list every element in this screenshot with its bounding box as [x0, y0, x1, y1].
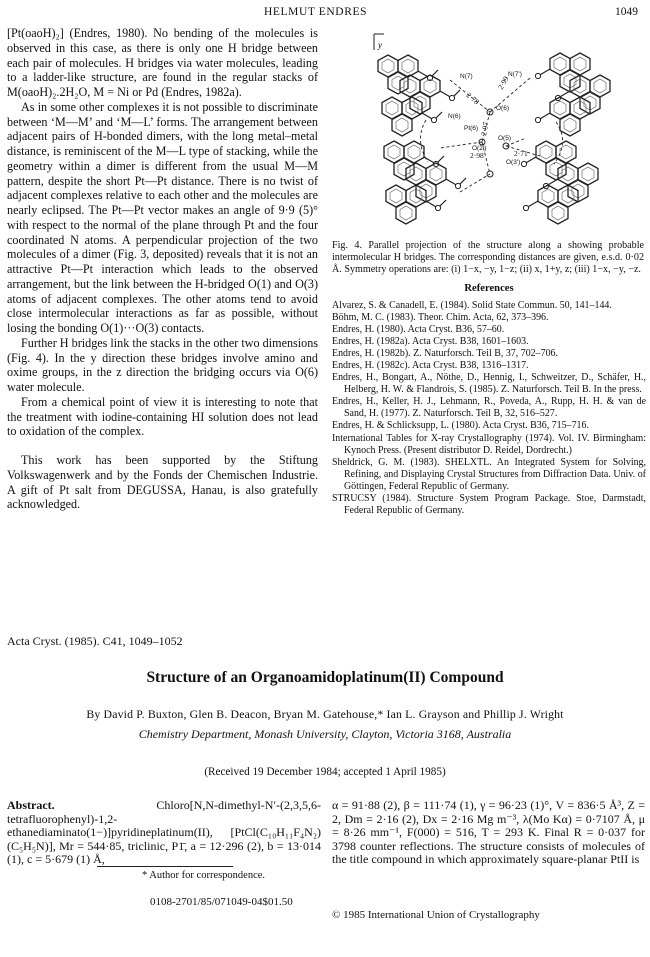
reference-list	[332, 300, 646, 517]
atom-label: O(2')	[472, 145, 487, 152]
reference-item: Endres, H. (1982c). Acta Cryst. B38, 1316–1317.	[332, 360, 529, 372]
copyright: © 1985 International Union of Crystallography	[332, 909, 540, 921]
axis-y-label: y	[378, 40, 382, 50]
figure-caption: Fig. 4. Parallel projection of the structure along a showing probable intermolecular H bridges. The corresponding distances are given, e.s.d. 0·02 Å. Symmetry operations are: (i) 1−x, −y, 1−z; (ii) x, 1+y, z; (iii) 1−x, −y, −z.	[332, 240, 644, 276]
abstract-text-left: Chloro[N,N-dimethyl-N′-(2,3,5,6-tetrafluorophenyl)-1,2-ethanediaminato(1−)]pyridineplatinum(II), [PtCl(C₁₀H₁₁F₄N₂)(C₅H₅N)], Mr = 544·85, triclinic, P1̄, a = 12·296 (2), b = 13·014 (1), c = 5·679 (1) Å,	[7, 798, 321, 867]
reference-item: Sheldrick, G. M. (1983). SHELXTL. An Integrated System for Solving, Refining, and Displaying Crystal Structures from Diffraction Data. Univ. of Göttingen, Federal Republic of Germany.	[332, 456, 646, 492]
paragraph-4: From a chemical point of view it is interesting to note that the treatment with iodine-containing HI solution does not lead to oxidation of the complex.	[7, 394, 318, 439]
atom-label: O(5)	[498, 135, 511, 142]
crystal-structure-drawing	[330, 24, 648, 236]
reference-item: Endres, H. & Schlicksupp, L. (1980). Acta Cryst. B36, 715–716.	[332, 420, 589, 432]
footnote: * Author for correspondence.	[142, 870, 266, 881]
atom-label: N(7')	[508, 71, 522, 78]
atom-label: Pt(6)	[464, 125, 479, 132]
reference-item: Böhm, M. C. (1983). Theor. Chim. Acta, 62, 373–396.	[332, 312, 549, 324]
distance-label: 2·78	[464, 90, 482, 107]
atom-label: N(6)	[448, 113, 461, 120]
article-code: 0108-2701/85/071049-04$01.50	[150, 896, 293, 908]
reference-item: Endres, H., Keller, H. J., Lehmann, R., Poveda, A., Rupp, H. H. & van de Sand, H. (1977). Z. Naturforsch. Teil B, 32, 516–527.	[332, 396, 646, 420]
running-header	[0, 6, 650, 22]
reference-item: Endres, H. (1982a). Acta Cryst. B38, 1601–1603.	[332, 336, 529, 348]
abstract-right: α = 91·88 (2), β = 111·74 (1), γ = 96·23 (1)°, V = 836·5 Å³, Z = 2, Dm = 2·16 (2), Dx = 2·16 Mg m⁻³, λ(Mo Kα) = 0·7107 Å, μ = 8·26 mm⁻¹, F(000) = 516, T = 293 K. Final R = 0·037 for 3798 counter reflections. The structure consists of molecules of the title compound in which approximately square-planar PtII is	[332, 798, 645, 867]
footnote-rule	[97, 866, 233, 867]
reference-item: Endres, H. (1982b). Z. Naturforsch. Teil B, 37, 702–706.	[332, 348, 558, 360]
reference-item: Alvarez, S. & Canadell, E. (1984). Solid State Commun. 50, 141–144.	[332, 300, 612, 311]
reference-item: STRUCSY (1984). Structure System Program Package. Stoe, Darmstadt, Federal Republic of Germany.	[332, 492, 646, 516]
references-heading: References	[464, 283, 514, 294]
figure-4	[330, 24, 648, 236]
received-dates: (Received 19 December 1984; accepted 1 April 1985)	[204, 766, 446, 778]
article-authors: By David P. Buxton, Glen B. Deacon, Bryan M. Gatehouse,* Ian L. Grayson and Phillip J. Wright	[86, 707, 564, 721]
reference-item: International Tables for X-ray Crystallography (1974). Vol. IV. Birmingham: Kynoch Press. (Present distributor D. Reidel, Dordrecht.)	[332, 432, 646, 456]
article-title: Structure of an Organoamidoplatinum(II) Compound	[146, 669, 504, 686]
atom-label: O(3')	[506, 159, 521, 166]
reference-item: Endres, H. (1980). Acta Cryst. B36, 57–60.	[332, 324, 505, 336]
paragraph-1: [Pt(oaoH)₂] (Endres, 1980). No bending of the molecules is observed in this case, as there is only one H bridge between each pair of molecules. H bridges via water molecules, leading to a ladder-like structure, are found in the regular stacks of M(oaoH)₂.2H₂O, M = Ni or Pd (Endres, 1982a).	[7, 26, 318, 99]
distance-label: 2·71	[514, 149, 528, 158]
atom-label: O(6)	[496, 105, 509, 112]
distance-label: 2·99	[495, 74, 511, 91]
atom-label: N(7)	[460, 73, 473, 80]
page-number: 1049	[615, 6, 638, 18]
abstract-label: Abstract.	[7, 798, 55, 812]
left-column-text	[7, 26, 318, 512]
distance-label: 2·98	[470, 151, 484, 160]
distance-label: 2·97	[479, 121, 491, 137]
paragraph-2: As in some other complexes it is not possible to discriminate between ‘M—M’ and ‘M—L’ forms. The arrangement between adjacent pairs of H-bonded dimers, with the long metal–metal distance, is reminiscent of the M—L type of stacking, while the geometry within a dimer is different from the usual M—M pattern, despite the short Pt—Pt distance. There is no twist of adjacent complexes relative to each other and the molecules are nearly eclipsed. The Pt—Pt vector makes an angle of 9·9 (5)° with respect to the normal of the plane through Pt and the four coordinated N atoms. A perpendicular projection of the two molecules of a dimer (Fig. 3, deposited) reveals that it is not an attractive Pt—Pt interaction which leads to the observed arrangement, but the link between the H-bridged O(1) and O(3) atoms of adjacent complexes. The other atoms tend to avoid close intermolecular interactions as far as possible, without losing the bonding O(1)···O(3) contacts.	[7, 99, 318, 335]
journal-citation: Acta Cryst. (1985). C41, 1049–1052	[7, 634, 183, 648]
paragraph-3: Further H bridges link the stacks in the other two dimensions (Fig. 4). In the y direction these bridges involve amino and oxime groups, in the z direction the bridging occurs via O(6) water molecule.	[7, 335, 318, 394]
running-author: HELMUT ENDRES	[264, 6, 368, 18]
acknowledgement: This work has been supported by the Stiftung Volkswagenwerk and by the Fonds der Chemischen Industrie. A gift of Pt salt from DEGUSSA, Hanau, is also gratefully acknowledged.	[7, 453, 318, 512]
abstract-left	[7, 799, 321, 867]
affiliation: Chemistry Department, Monash University, Clayton, Victoria 3168, Australia	[138, 727, 512, 741]
reference-item: Endres, H., Bongart, A., Nöthe, D., Hennig, I., Schweitzer, D., Schäfer, H., Helberg, H. W. & Flandrois, S. (1985). Z. Naturforsch. Teil B. In the press.	[332, 372, 646, 396]
